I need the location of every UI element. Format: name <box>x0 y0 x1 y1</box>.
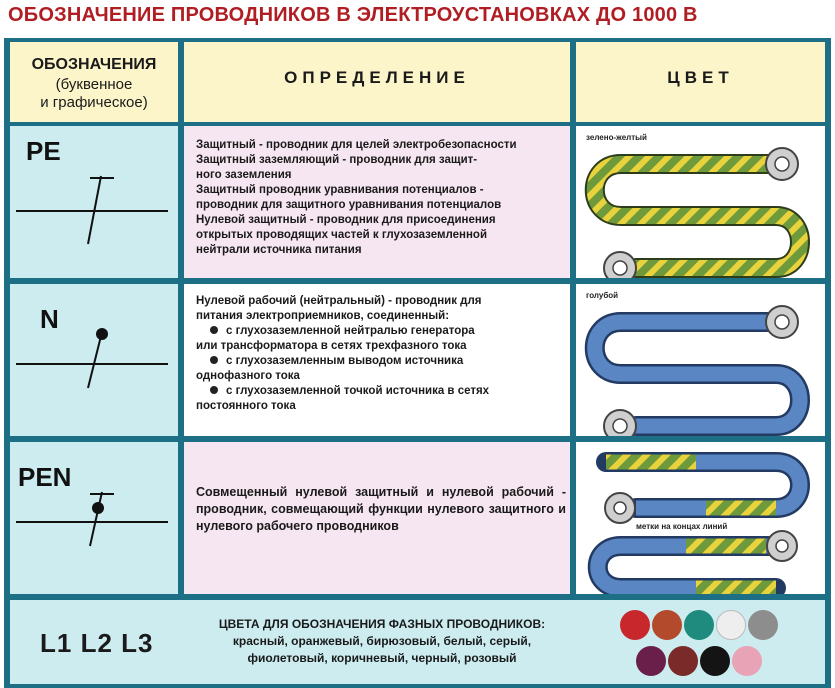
pen-graphic-symbol <box>10 442 178 594</box>
pe-line: нейтрали источника питания <box>196 244 362 256</box>
n-line: однофазного тока <box>196 370 300 382</box>
pe-line: Защитный заземляющий - проводник для защит- <box>196 154 478 166</box>
swatch-brown <box>668 646 698 676</box>
n-line: Нулевой рабочий (нейтральный) - проводник для <box>196 295 482 307</box>
pe-graphic-symbol <box>10 126 178 278</box>
pe-definition-cell <box>184 126 570 278</box>
header-designation <box>10 42 178 122</box>
phase-codes: L1 L2 L3 <box>40 628 154 658</box>
n-color-label: голубой <box>586 291 619 300</box>
pen-definition-cell <box>184 442 570 594</box>
n-graphic-symbol <box>10 284 178 436</box>
n-bullet: с глухозаземленным выводом источника <box>196 354 489 369</box>
header-color <box>576 42 825 122</box>
phase-heading: ЦВЕТА ДЛЯ ОБОЗНАЧЕНИЯ ФАЗНЫХ ПРОВОДНИКОВ: <box>218 617 546 631</box>
pe-wire-illustration <box>576 126 825 278</box>
n-symbol-cell <box>10 284 178 436</box>
swatch-white <box>716 610 746 640</box>
phase-text <box>190 616 574 667</box>
pe-color-label: зелено-желтый <box>586 133 647 142</box>
swatch-black <box>700 646 730 676</box>
n-wire-illustration <box>576 284 825 436</box>
n-definition-cell <box>184 284 570 436</box>
swatch-red <box>620 610 650 640</box>
pen-definition-text: Совмещенный нулевой защитный и нулевой рабочий - проводник, совмещающий функции нулевого защитного и нулевого рабочего проводников <box>196 485 566 533</box>
header-color-title: ЦВЕТ <box>667 68 734 87</box>
pen-code: PEN <box>18 462 72 492</box>
swatch-violet <box>636 646 666 676</box>
pe-line: Нулевой защитный - проводник для присоединения <box>196 214 496 226</box>
n-bullet: с глухозаземленной нейтралью генератора <box>196 324 489 339</box>
pe-line: проводник для защитного уравнивания потенциалов <box>196 199 502 211</box>
n-definition-text <box>196 294 489 414</box>
n-color-cell <box>576 284 825 436</box>
pe-line: Защитный проводник уравнивания потенциалов - <box>196 184 484 196</box>
pen-color-label: метки на концах линий <box>636 522 728 531</box>
pe-line: Защитный - проводник для целей электробезопасности <box>196 139 517 151</box>
header-definition-title: ОПРЕДЕЛЕНИЕ <box>284 68 470 87</box>
conductor-table <box>4 38 831 688</box>
n-code: N <box>40 304 59 334</box>
pe-line: открытых проводящих частей к глухозаземленной <box>196 229 488 241</box>
pen-color-cell <box>576 442 825 594</box>
swatch-turquoise <box>684 610 714 640</box>
n-line: или трансформатора в сетях трехфазного тока <box>196 340 467 352</box>
header-designation-title: ОБОЗНАЧЕНИЯ <box>31 56 157 73</box>
phase-swatches <box>620 606 820 682</box>
page-title: ОБОЗНАЧЕНИЕ ПРОВОДНИКОВ В ЭЛЕКТРОУСТАНОВКАХ ДО 1000 В <box>8 4 698 26</box>
phase-colors-line1: красный, оранжевый, бирюзовый, белый, серый, <box>232 634 532 648</box>
phase-colors-line2: фиолетовый, коричневый, черный, розовый <box>247 651 517 665</box>
swatch-pink <box>732 646 762 676</box>
pen-symbol-cell <box>10 442 178 594</box>
n-line: постоянного тока <box>196 400 296 412</box>
swatch-gray <box>748 610 778 640</box>
n-line: питания электроприемников, соединенный: <box>196 310 450 322</box>
phase-section <box>10 600 825 684</box>
n-bullet: с глухозаземленной точкой источника в сетях <box>196 384 489 399</box>
header-designation-subtitle: (буквенное и графическое) <box>40 76 148 111</box>
pe-definition-text <box>196 138 517 258</box>
pe-line: ного заземления <box>196 169 292 181</box>
pe-color-cell <box>576 126 825 278</box>
header-definition <box>184 42 570 122</box>
pe-symbol-cell <box>10 126 178 278</box>
swatch-orange <box>652 610 682 640</box>
pe-code: PE <box>26 136 61 166</box>
pen-wire-illustration <box>576 442 825 594</box>
